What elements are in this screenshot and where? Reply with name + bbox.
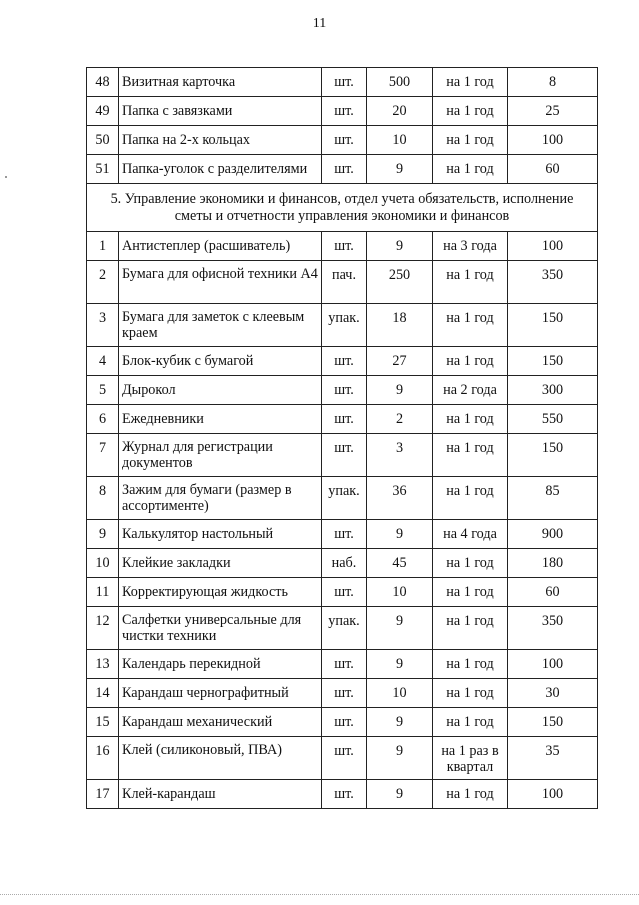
item-name: Клейкие закладки [119, 549, 322, 578]
row-number: 50 [87, 126, 119, 155]
table-row [87, 607, 598, 650]
item-period: на 1 год [433, 578, 508, 607]
row-number: 17 [87, 780, 119, 809]
item-name: Журнал для регистрации документов [119, 434, 322, 477]
row-number: 7 [87, 434, 119, 477]
table-row [87, 405, 598, 434]
item-quantity: 45 [367, 549, 433, 578]
item-name: Салфетки универсальные для чистки техники [119, 607, 322, 650]
row-number: 48 [87, 68, 119, 97]
item-unit: шт. [322, 155, 367, 184]
scan-artifact-dot [5, 176, 7, 178]
item-price: 25 [508, 97, 598, 126]
item-quantity: 9 [367, 650, 433, 679]
row-number: 11 [87, 578, 119, 607]
row-number: 15 [87, 708, 119, 737]
table-row [87, 97, 598, 126]
table-row [87, 520, 598, 549]
table-body-top [87, 68, 598, 184]
item-name: Бумага для офисной техники А4 [119, 261, 322, 304]
item-name: Карандаш механический [119, 708, 322, 737]
item-unit: шт. [322, 126, 367, 155]
item-name: Карандаш чернографитный [119, 679, 322, 708]
item-name: Зажим для бумаги (размер в ассортименте) [119, 477, 322, 520]
item-quantity: 10 [367, 679, 433, 708]
item-unit: шт. [322, 578, 367, 607]
supplies-table [86, 67, 598, 809]
page-bottom-rule [0, 894, 639, 895]
row-number: 8 [87, 477, 119, 520]
item-period: на 1 год [433, 434, 508, 477]
item-name: Блок-кубик с бумагой [119, 347, 322, 376]
item-name: Папка на 2-х кольцах [119, 126, 322, 155]
item-period: на 1 год [433, 405, 508, 434]
item-price: 550 [508, 405, 598, 434]
item-name: Корректирующая жидкость [119, 578, 322, 607]
item-price: 8 [508, 68, 598, 97]
item-period: на 1 год [433, 650, 508, 679]
row-number: 3 [87, 304, 119, 347]
item-name: Калькулятор настольный [119, 520, 322, 549]
row-number: 13 [87, 650, 119, 679]
item-quantity: 3 [367, 434, 433, 477]
item-quantity: 10 [367, 126, 433, 155]
item-name: Бумага для заметок с клеевым краем [119, 304, 322, 347]
row-number: 2 [87, 261, 119, 304]
item-name: Визитная карточка [119, 68, 322, 97]
table-body-bottom [87, 232, 598, 809]
table-row [87, 549, 598, 578]
item-quantity: 250 [367, 261, 433, 304]
item-unit: шт. [322, 708, 367, 737]
row-number: 14 [87, 679, 119, 708]
item-price: 150 [508, 708, 598, 737]
item-quantity: 9 [367, 780, 433, 809]
item-quantity: 18 [367, 304, 433, 347]
table-row [87, 650, 598, 679]
section-title: 5. Управление экономики и финансов, отдел учета обязательств, исполнение сметы и отчетности управления экономики и финансов [87, 184, 598, 232]
row-number: 10 [87, 549, 119, 578]
item-period: на 3 года [433, 232, 508, 261]
item-period: на 1 год [433, 679, 508, 708]
item-price: 35 [508, 737, 598, 780]
item-unit: шт. [322, 97, 367, 126]
item-period: на 1 год [433, 708, 508, 737]
item-period: на 1 год [433, 304, 508, 347]
item-period: на 1 раз в квартал [433, 737, 508, 780]
item-name: Антистеплер (расшиватель) [119, 232, 322, 261]
item-unit: шт. [322, 405, 367, 434]
table-row [87, 376, 598, 405]
row-number: 6 [87, 405, 119, 434]
table-row [87, 304, 598, 347]
item-quantity: 9 [367, 376, 433, 405]
item-period: на 1 год [433, 126, 508, 155]
item-name: Ежедневники [119, 405, 322, 434]
item-unit: упак. [322, 607, 367, 650]
item-quantity: 9 [367, 520, 433, 549]
item-unit: шт. [322, 650, 367, 679]
item-period: на 1 год [433, 155, 508, 184]
table-row [87, 679, 598, 708]
table-row [87, 68, 598, 97]
item-price: 350 [508, 261, 598, 304]
item-price: 60 [508, 578, 598, 607]
item-quantity: 9 [367, 155, 433, 184]
table-row [87, 780, 598, 809]
item-unit: упак. [322, 304, 367, 347]
item-unit: шт. [322, 679, 367, 708]
item-quantity: 36 [367, 477, 433, 520]
section-header-body [87, 184, 598, 232]
table-row [87, 578, 598, 607]
row-number: 5 [87, 376, 119, 405]
item-name: Папка-уголок с разделителями [119, 155, 322, 184]
item-name: Клей (силиконовый, ПВА) [119, 737, 322, 780]
item-period: на 1 год [433, 261, 508, 304]
table-row [87, 155, 598, 184]
item-unit: шт. [322, 347, 367, 376]
item-price: 150 [508, 434, 598, 477]
table-row [87, 232, 598, 261]
item-price: 150 [508, 304, 598, 347]
item-unit: пач. [322, 261, 367, 304]
table-row [87, 126, 598, 155]
item-price: 100 [508, 650, 598, 679]
item-unit: шт. [322, 780, 367, 809]
item-name: Папка с завязками [119, 97, 322, 126]
table-row [87, 708, 598, 737]
item-price: 300 [508, 376, 598, 405]
item-price: 100 [508, 126, 598, 155]
row-number: 1 [87, 232, 119, 261]
item-unit: шт. [322, 376, 367, 405]
item-unit: шт. [322, 232, 367, 261]
table-row [87, 434, 598, 477]
item-price: 900 [508, 520, 598, 549]
table-row [87, 261, 598, 304]
item-name: Календарь перекидной [119, 650, 322, 679]
item-price: 150 [508, 347, 598, 376]
item-price: 60 [508, 155, 598, 184]
item-price: 30 [508, 679, 598, 708]
item-quantity: 10 [367, 578, 433, 607]
item-quantity: 9 [367, 708, 433, 737]
row-number: 9 [87, 520, 119, 549]
item-name: Дырокол [119, 376, 322, 405]
section-header-row [87, 184, 598, 232]
item-unit: шт. [322, 68, 367, 97]
item-period: на 4 года [433, 520, 508, 549]
item-period: на 1 год [433, 97, 508, 126]
item-quantity: 500 [367, 68, 433, 97]
item-period: на 1 год [433, 347, 508, 376]
item-unit: шт. [322, 737, 367, 780]
item-quantity: 9 [367, 737, 433, 780]
item-price: 350 [508, 607, 598, 650]
item-unit: шт. [322, 434, 367, 477]
item-quantity: 9 [367, 232, 433, 261]
item-period: на 1 год [433, 780, 508, 809]
row-number: 16 [87, 737, 119, 780]
item-quantity: 27 [367, 347, 433, 376]
item-quantity: 9 [367, 607, 433, 650]
item-quantity: 2 [367, 405, 433, 434]
item-name: Клей-карандаш [119, 780, 322, 809]
item-price: 85 [508, 477, 598, 520]
table-row [87, 737, 598, 780]
item-price: 180 [508, 549, 598, 578]
row-number: 49 [87, 97, 119, 126]
item-period: на 1 год [433, 549, 508, 578]
item-price: 100 [508, 232, 598, 261]
item-unit: упак. [322, 477, 367, 520]
item-period: на 1 год [433, 607, 508, 650]
row-number: 4 [87, 347, 119, 376]
row-number: 51 [87, 155, 119, 184]
item-unit: шт. [322, 520, 367, 549]
page-number: 11 [312, 16, 327, 31]
item-period: на 1 год [433, 68, 508, 97]
row-number: 12 [87, 607, 119, 650]
item-quantity: 20 [367, 97, 433, 126]
item-period: на 1 год [433, 477, 508, 520]
table-row [87, 477, 598, 520]
table-row [87, 347, 598, 376]
item-unit: наб. [322, 549, 367, 578]
item-period: на 2 года [433, 376, 508, 405]
item-price: 100 [508, 780, 598, 809]
